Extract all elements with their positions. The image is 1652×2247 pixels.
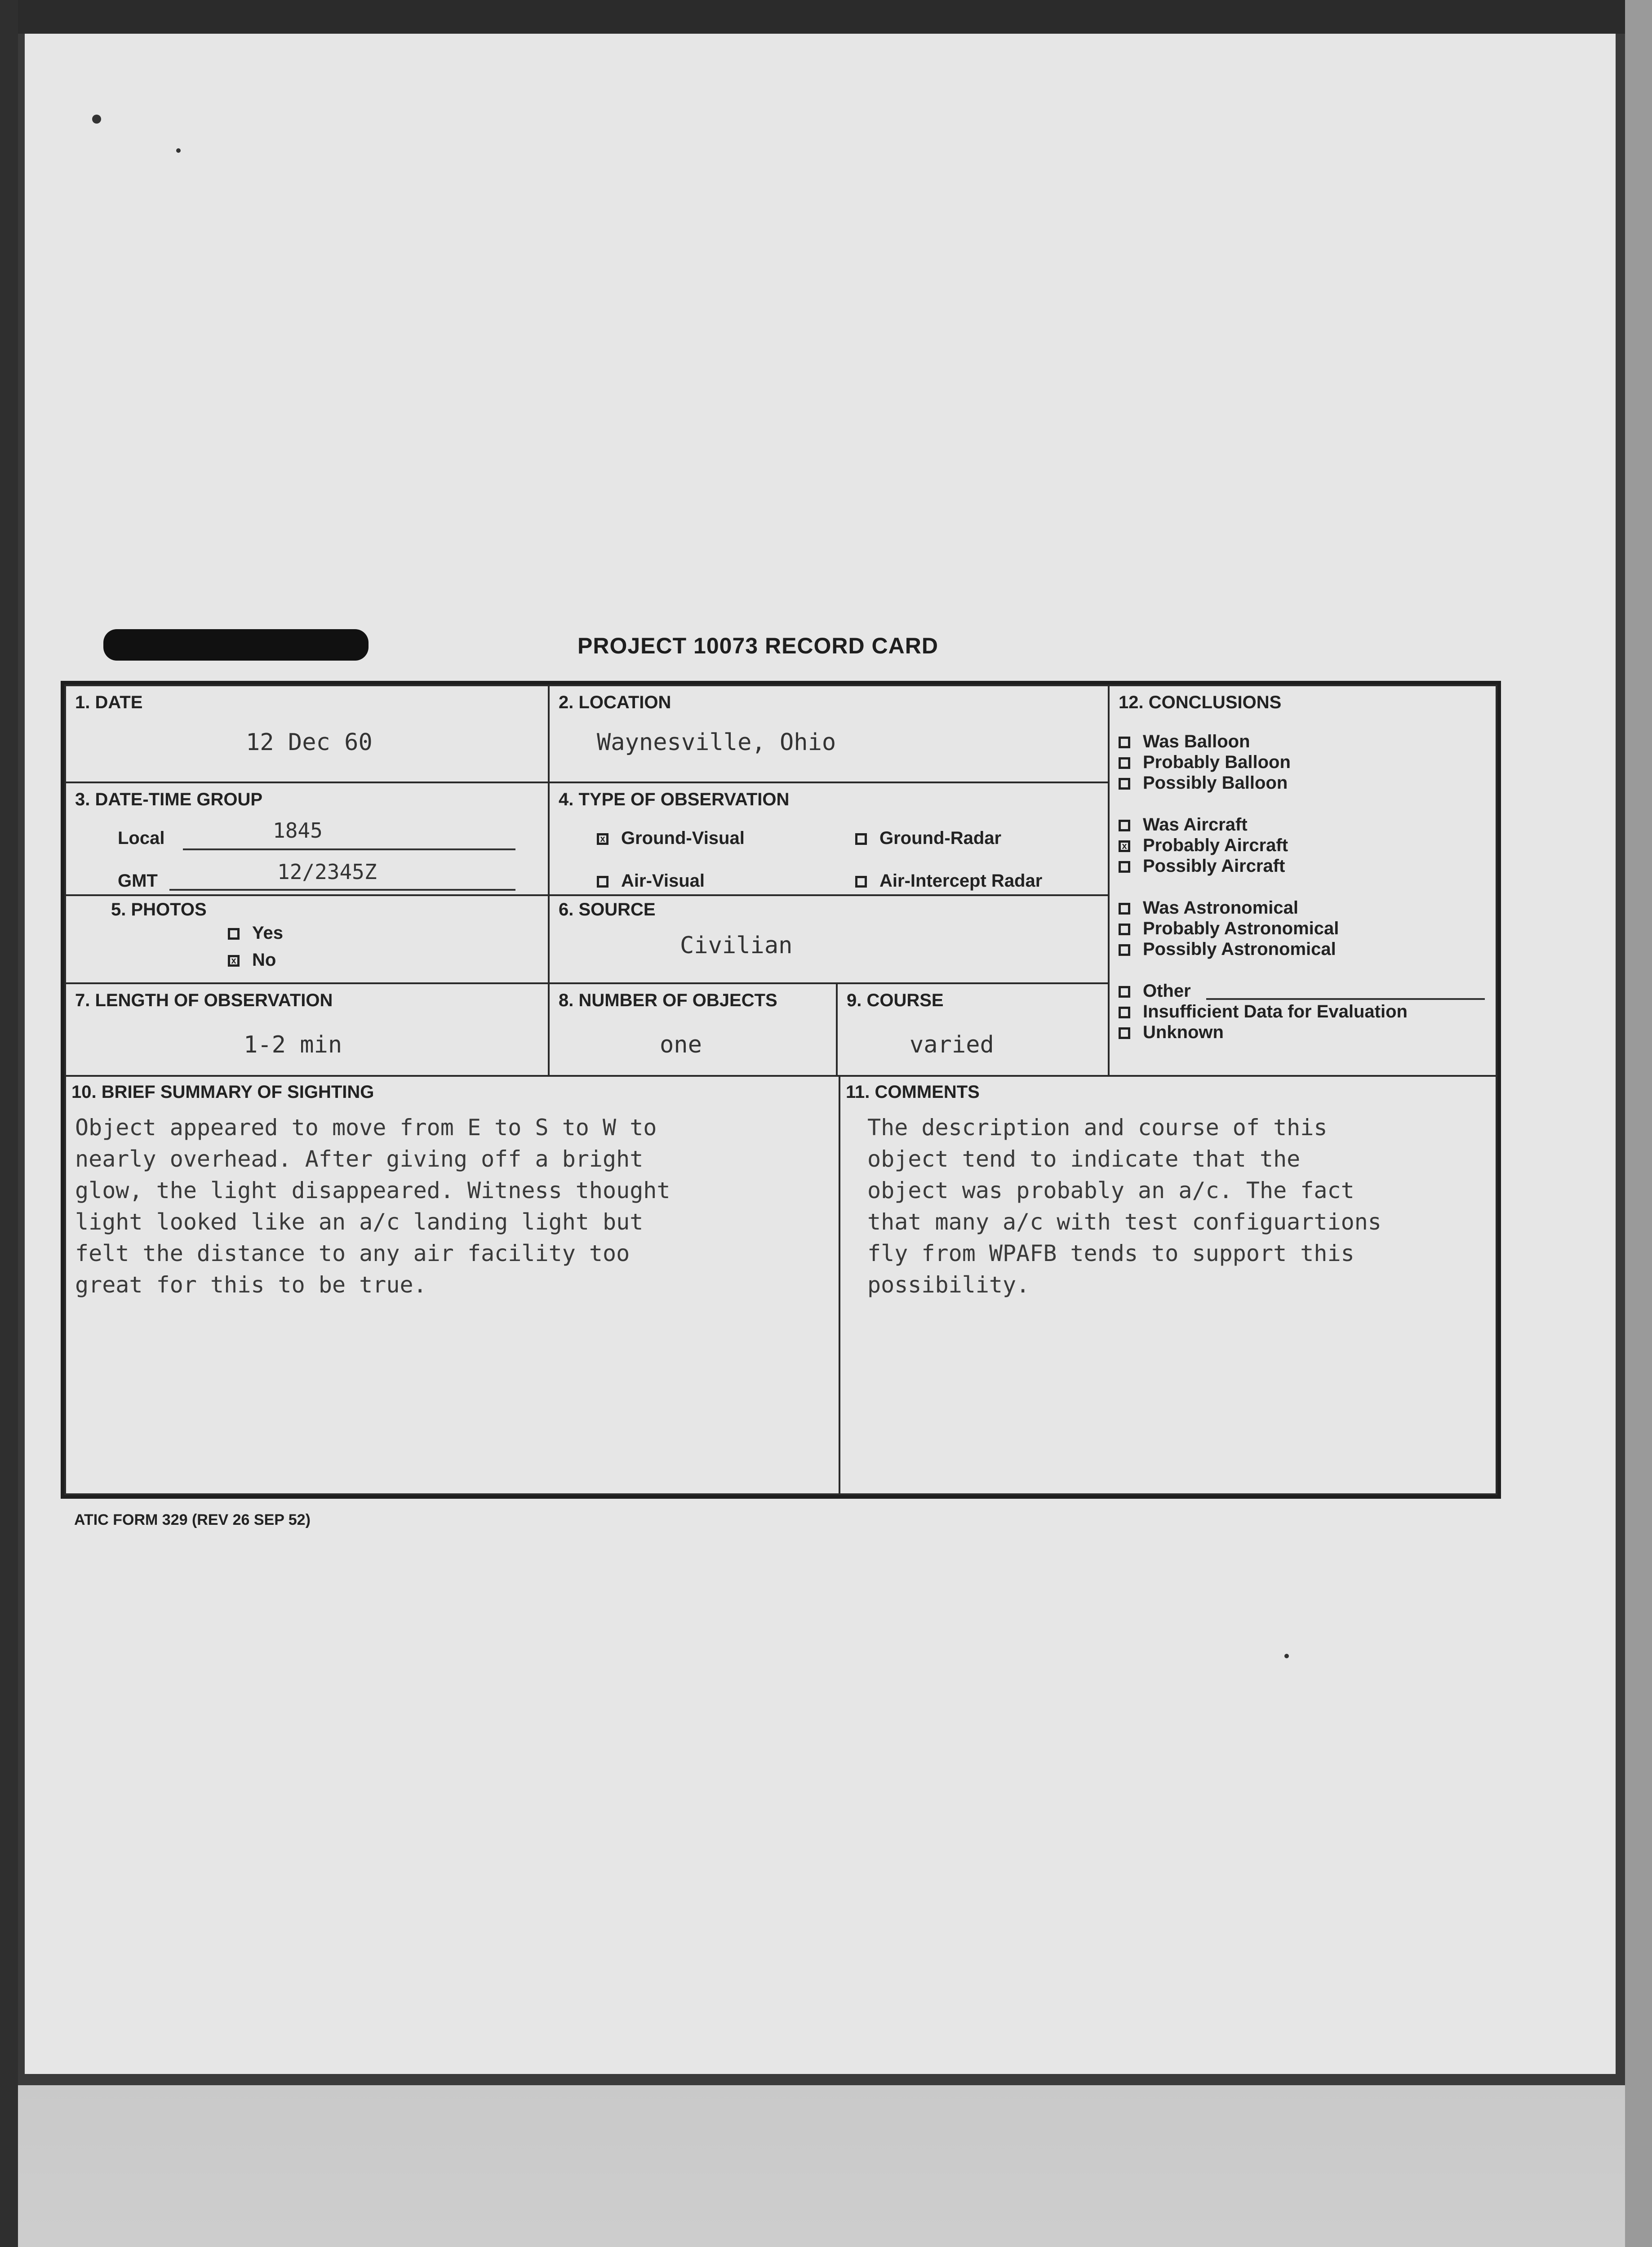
source-cell (548, 894, 1110, 984)
comments-line: that many a/c with test configuartions (867, 1209, 1381, 1235)
conclusions-label: 12. CONCLUSIONS (1119, 693, 1282, 712)
summary-label: 10. BRIEF SUMMARY OF SIGHTING (71, 1082, 374, 1102)
gmt-label: GMT (118, 871, 158, 891)
comments-text (867, 1112, 1381, 1301)
other-underline (1206, 998, 1485, 1000)
redaction-mark (103, 629, 369, 661)
checkbox-icon (855, 876, 867, 888)
observation-type-label: 4. TYPE OF OBSERVATION (559, 790, 790, 809)
local-underline (183, 848, 515, 850)
conclusion-other[interactable]: Other (1119, 981, 1191, 1001)
objects-value: one (660, 1031, 702, 1058)
checkbox-icon (1119, 1007, 1130, 1018)
checkbox-icon (228, 928, 240, 940)
local-label: Local (118, 828, 165, 848)
record-card (61, 681, 1501, 1499)
local-value: 1845 (273, 818, 323, 843)
checkbox-icon (1119, 944, 1130, 956)
form-id: ATIC FORM 329 (REV 26 SEP 52) (74, 1511, 311, 1528)
conclusion-possibly-aircraft[interactable]: Possibly Aircraft (1119, 856, 1285, 876)
summary-line: glow, the light disappeared. Witness thought (75, 1177, 671, 1203)
checkbox-icon (1119, 820, 1130, 831)
length-cell (64, 982, 550, 1077)
conclusion-possibly-astronomical[interactable]: Possibly Astronomical (1119, 939, 1336, 959)
dust-speck (176, 148, 181, 153)
summary-line: Object appeared to move from E to S to W to (75, 1115, 657, 1141)
card-title: PROJECT 10073 RECORD CARD (577, 633, 938, 658)
course-label: 9. COURSE (847, 990, 944, 1010)
comments-cell (839, 1075, 1497, 1495)
course-cell (836, 982, 1110, 1077)
checkbox-icon (1119, 840, 1130, 852)
film-background (18, 2085, 1625, 2247)
option-air-intercept-radar[interactable]: Air-Intercept Radar (855, 871, 1042, 891)
dtg-label: 3. DATE-TIME GROUP (75, 790, 263, 809)
checkbox-icon (1119, 903, 1130, 915)
checkbox-icon (1119, 861, 1130, 873)
film-border-left (0, 0, 18, 2247)
comments-line: object tend to indicate that the (867, 1146, 1301, 1172)
checkbox-icon (1119, 737, 1130, 748)
checkbox-icon (855, 833, 867, 845)
date-label: 1. DATE (75, 693, 143, 712)
checkbox-icon (1119, 1027, 1130, 1039)
comments-label: 11. COMMENTS (846, 1082, 980, 1102)
conclusion-probably-balloon[interactable]: Probably Balloon (1119, 752, 1291, 773)
checkbox-icon (597, 876, 608, 888)
conclusions-cell (1108, 684, 1497, 1077)
source-label: 6. SOURCE (559, 900, 656, 919)
gmt-underline (169, 889, 515, 891)
conclusion-was-aircraft[interactable]: Was Aircraft (1119, 814, 1248, 835)
dust-speck (92, 115, 101, 124)
summary-line: nearly overhead. After giving off a bright (75, 1146, 644, 1172)
conclusion-was-astronomical[interactable]: Was Astronomical (1119, 897, 1298, 918)
checkbox-icon (1119, 757, 1130, 769)
checkbox-icon (1119, 986, 1130, 998)
location-label: 2. LOCATION (559, 693, 671, 712)
dust-speck (1284, 1654, 1289, 1658)
dtg-cell (64, 782, 550, 896)
photos-cell (64, 894, 550, 984)
checkbox-icon (228, 955, 240, 967)
gmt-value: 12/2345Z (277, 860, 377, 884)
comments-line: object was probably an a/c. The fact (867, 1177, 1354, 1203)
film-border-right (1625, 0, 1652, 2247)
objects-label: 8. NUMBER OF OBJECTS (559, 990, 777, 1010)
length-value: 1-2 min (244, 1031, 342, 1058)
film-border-top (0, 0, 1652, 34)
checkbox-icon (1119, 778, 1130, 790)
option-photos-yes[interactable]: Yes (228, 923, 283, 943)
date-cell (64, 684, 550, 783)
comments-line: fly from WPAFB tends to support this (867, 1240, 1354, 1266)
conclusion-possibly-balloon[interactable]: Possibly Balloon (1119, 773, 1288, 793)
summary-text (75, 1112, 671, 1301)
checkbox-icon (1119, 924, 1130, 935)
objects-cell (548, 982, 838, 1077)
conclusion-probably-aircraft[interactable]: xProbably Aircraft (1119, 835, 1288, 856)
photos-label: 5. PHOTOS (111, 900, 207, 919)
course-value: varied (910, 1031, 994, 1058)
conclusion-unknown[interactable]: Unknown (1119, 1022, 1224, 1043)
conclusion-was-balloon[interactable]: Was Balloon (1119, 731, 1250, 752)
source-value: Civilian (680, 932, 793, 959)
date-value: 12 Dec 60 (246, 729, 373, 756)
conclusion-insufficient-data[interactable]: Insufficient Data for Evaluation (1119, 1001, 1408, 1022)
summary-line: great for this to be true. (75, 1272, 427, 1298)
comments-line: possibility. (867, 1272, 1030, 1298)
summary-cell (64, 1075, 840, 1495)
checkbox-icon (597, 833, 608, 845)
option-ground-radar[interactable]: Ground-Radar (855, 828, 1001, 848)
location-cell (548, 684, 1110, 783)
option-ground-visual[interactable]: xGround-Visual (597, 828, 745, 848)
summary-line: felt the distance to any air facility too (75, 1240, 630, 1266)
length-label: 7. LENGTH OF OBSERVATION (75, 990, 333, 1010)
observation-type-cell (548, 782, 1110, 896)
conclusion-probably-astronomical[interactable]: Probably Astronomical (1119, 918, 1339, 939)
option-photos-no[interactable]: xNo (228, 950, 276, 970)
comments-line: The description and course of this (867, 1115, 1328, 1141)
summary-line: light looked like an a/c landing light but (75, 1209, 644, 1235)
option-air-visual[interactable]: Air-Visual (597, 871, 705, 891)
location-value: Waynesville, Ohio (597, 729, 836, 756)
